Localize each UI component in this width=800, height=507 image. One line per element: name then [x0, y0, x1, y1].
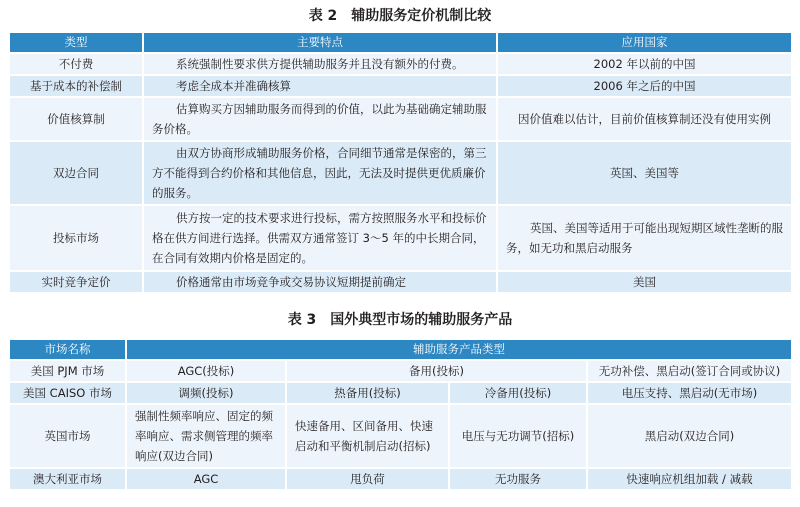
- cell-features: 系统强制性要求供方提供辅助服务并且没有额外的付费。: [143, 53, 497, 75]
- cell-product: 电压与无功调节(招标): [449, 404, 587, 468]
- table-row: [10, 468, 792, 490]
- table-row: [10, 382, 792, 404]
- header-features: 主要特点: [143, 33, 497, 53]
- cell-type: 实时竞争定价: [10, 271, 143, 293]
- cell-product: 快速备用、区间备用、快速启动和平衡机制启动(招标): [286, 404, 449, 468]
- cell-market: 美国 PJM 市场: [10, 360, 126, 382]
- table-row: [10, 97, 792, 141]
- table-row: [10, 205, 792, 271]
- cell-countries: 英国、美国等适用于可能出现短期区域性垄断的服务，如无功和黑启动服务: [497, 205, 792, 271]
- header-countries: 应用国家: [497, 33, 792, 53]
- header-type: 类型: [10, 33, 143, 53]
- cell-features: 估算购买方因辅助服务而得到的价值，以此为基础确定辅助服务价格。: [143, 97, 497, 141]
- cell-product: 调频(投标): [126, 382, 286, 404]
- cell-product: 冷备用(投标): [449, 382, 587, 404]
- cell-product: 甩负荷: [286, 468, 449, 490]
- header-market: 市场名称: [10, 340, 126, 360]
- cell-countries: 英国、美国等: [497, 141, 792, 205]
- cell-product: AGC: [126, 468, 286, 490]
- table-row: [10, 53, 792, 75]
- table-header-row: [10, 33, 792, 53]
- cell-product: 快速响应机组加载 / 减载: [587, 468, 792, 490]
- cell-product: 无功服务: [449, 468, 587, 490]
- cell-type: 双边合同: [10, 141, 143, 205]
- cell-countries: 2002 年以前的中国: [497, 53, 792, 75]
- cell-countries: 美国: [497, 271, 792, 293]
- cell-product: AGC(投标): [126, 360, 286, 382]
- table-header-row: [10, 340, 792, 360]
- cell-countries: 2006 年之后的中国: [497, 75, 792, 97]
- pricing-mechanism-table: [10, 33, 793, 294]
- cell-features: 价格通常由市场竞争或交易协议短期提前确定: [143, 271, 497, 293]
- table-row: [10, 75, 792, 97]
- ancillary-products-table: [10, 340, 793, 491]
- header-product-types: 辅助服务产品类型: [126, 340, 792, 360]
- cell-product: 强制性频率响应、固定的频率响应、需求侧管理的频率响应(双边合同): [126, 404, 286, 468]
- cell-features: 考虑全成本并准确核算: [143, 75, 497, 97]
- table-row: [10, 360, 792, 382]
- cell-features: 由双方协商形成辅助服务价格，合同细节通常是保密的，第三方不能得到合约价格和其他信息，因此，无法及时提供更优质廉价的服务。: [143, 141, 497, 205]
- cell-countries: 因价值难以估计，目前价值核算制还没有使用实例: [497, 97, 792, 141]
- cell-market: 英国市场: [10, 404, 126, 468]
- cell-type: 基于成本的补偿制: [10, 75, 143, 97]
- cell-type: 投标市场: [10, 205, 143, 271]
- cell-product: 电压支持、黑启动(无市场): [587, 382, 792, 404]
- table-row: [10, 141, 792, 205]
- cell-type: 不付费: [10, 53, 143, 75]
- cell-features: 供方按一定的技术要求进行投标，需方按照服务水平和投标价格在供方间进行选择。供需双方通常签订 3～5 年的中长期合同，在合同有效期内价格是固定的。: [143, 205, 497, 271]
- table3-title: 表 3 国外典型市场的辅助服务产品: [287, 312, 513, 328]
- cell-type: 价值核算制: [10, 97, 143, 141]
- table2-title: 表 2 辅助服务定价机制比较: [308, 8, 492, 24]
- cell-product: 备用(投标): [286, 360, 587, 382]
- cell-product: 热备用(投标): [286, 382, 449, 404]
- table-row: [10, 404, 792, 468]
- cell-product: 无功补偿、黑启动(签订合同或协议): [587, 360, 792, 382]
- table-row: [10, 271, 792, 293]
- cell-market: 美国 CAISO 市场: [10, 382, 126, 404]
- cell-market: 澳大利亚市场: [10, 468, 126, 490]
- cell-product: 黑启动(双边合同): [587, 404, 792, 468]
